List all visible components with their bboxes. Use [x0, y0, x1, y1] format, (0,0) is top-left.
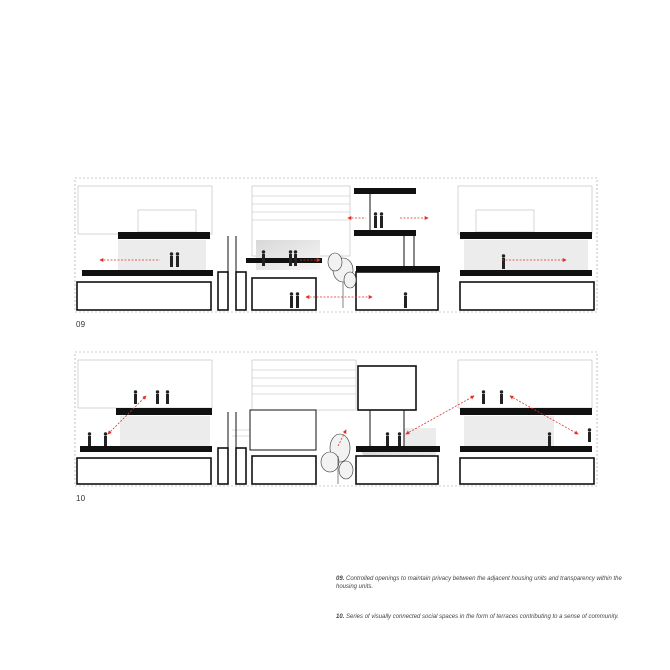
caption-10	[336, 613, 636, 621]
caption-10-number: 10.	[336, 614, 345, 620]
caption-09-number: 09.	[336, 576, 345, 582]
tree-icon	[321, 434, 353, 484]
caption-09	[336, 575, 636, 591]
section-09-label: 09	[76, 320, 86, 329]
caption-10-text: Series of visually connected social spaces in the form of terraces contributing to a sense of community.	[346, 614, 619, 620]
section-09-drawing	[75, 178, 597, 312]
section-10-drawing	[75, 352, 597, 486]
tree-icon	[328, 253, 356, 308]
caption-09-text: Controlled openings to maintain privacy between the adjacent housing units and transparency within the housing units.	[336, 576, 622, 590]
section-10-label: 10	[76, 494, 86, 503]
